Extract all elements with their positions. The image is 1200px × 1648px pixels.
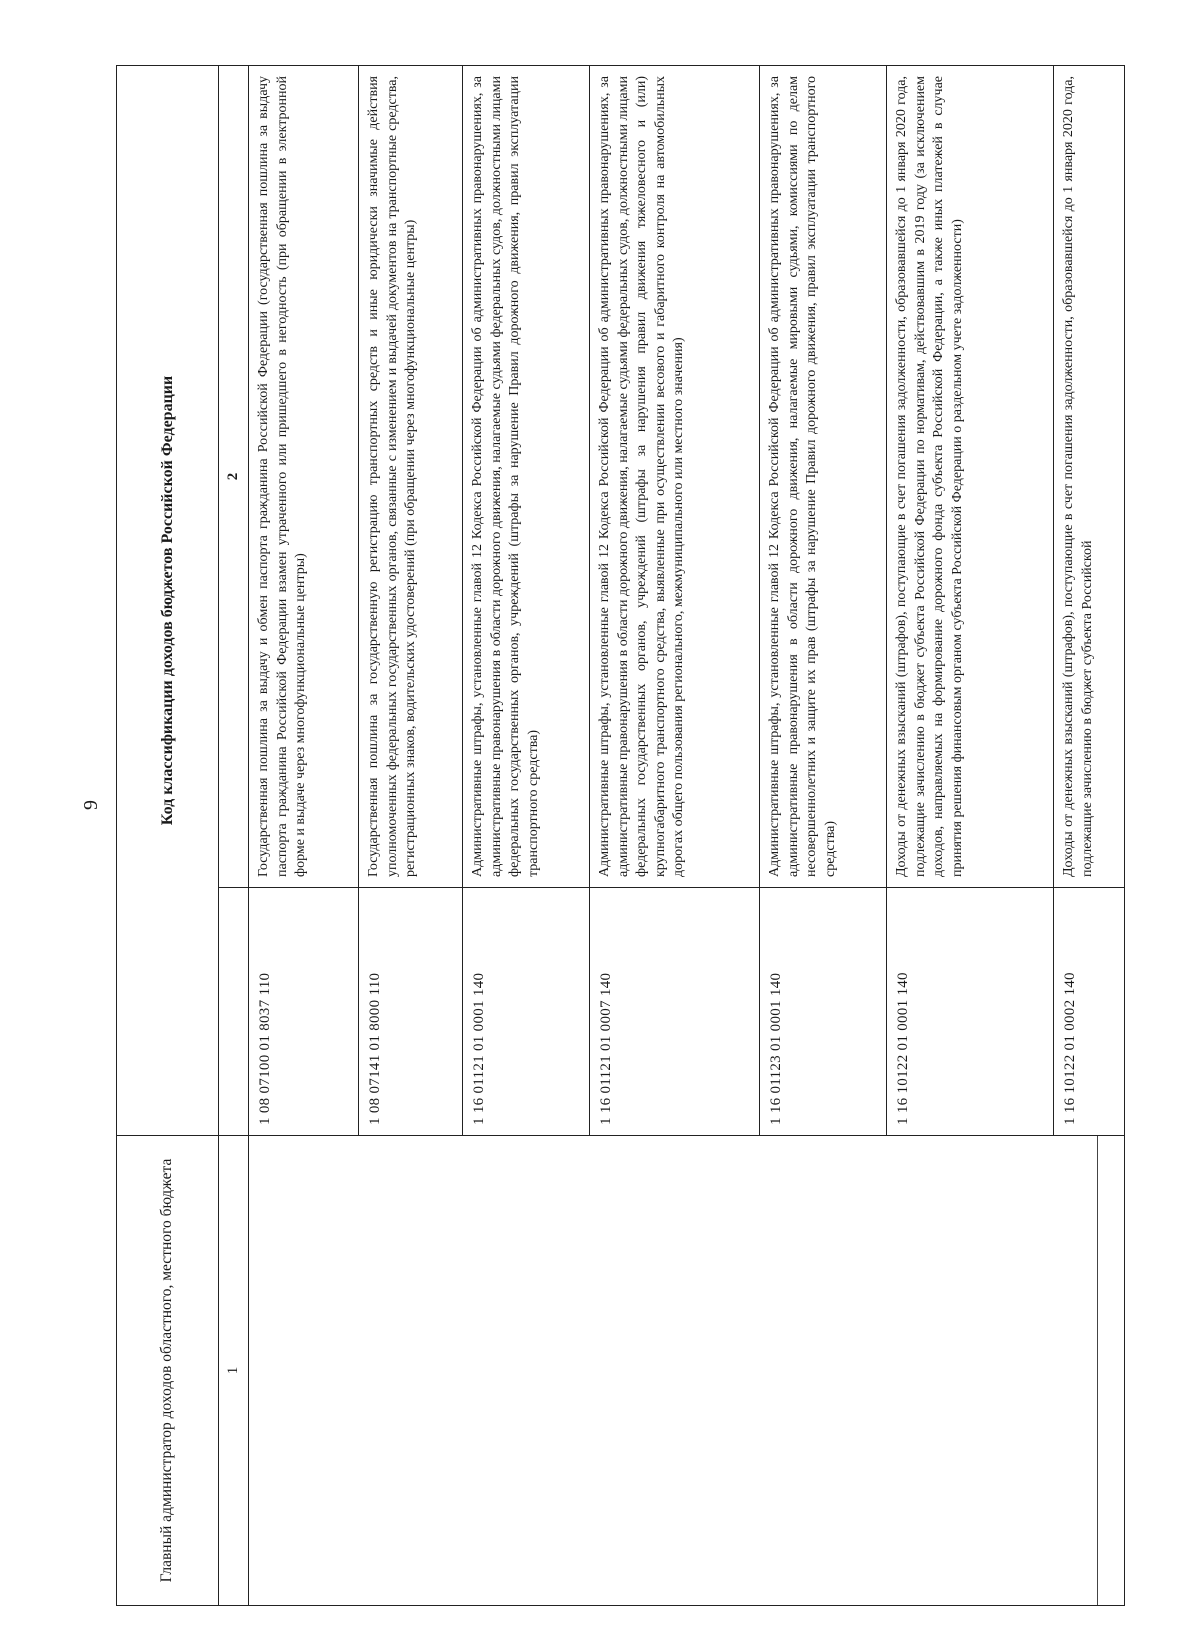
- revenue-code: 1 16 01123 01 0001 140: [760, 888, 887, 1136]
- revenue-name: Доходы от денежных взысканий (штрафов), поступающие в счет погашения задолженности, образовавшейся до 1 января 2020 года, подлежащие зачислению в бюджет субъекта Российской: [1054, 65, 1125, 887]
- column-number-1: 1: [219, 1136, 249, 1606]
- revenue-name: Доходы от денежных взысканий (штрафов), поступающие в счет погашения задолженности, образовавшейся до 1 января 2020 года, подлежащие зачислению в бюджет субъекта Российской Федерации по нормативам, действовавшим в 2019 году (за исключением доходов, направляемых на формирование дорожного фонда субъекта Российской Федерации, а также иных платежей в случае принятия решения финансовым органом субъекта Российской Федерации о раздельном учете задолженности): [887, 65, 1054, 887]
- revenue-code: 1 16 10122 01 0001 140: [887, 888, 1054, 1136]
- admin-cell-divider: [1097, 1136, 1124, 1605]
- page-number: 9: [80, 800, 102, 810]
- column-number-row: [219, 65, 249, 1605]
- revenue-name: Административные штрафы, установленные главой 12 Кодекса Российской Федерации об административных правонарушениях, за административные правонарушения в области дорожного движения, налагаемые мировыми судьями, комиссиями по делам несовершеннолетних и защите их прав (штрафы за нарушение Правил дорожного движения, правил эксплуатации транспортного средства): [760, 65, 887, 887]
- revenue-name: Административные штрафы, установленные главой 12 Кодекса Российской Федерации об административных правонарушениях, за административные правонарушения в области дорожного движения, налагаемые судьями федеральных судов, должностными лицами федеральных государственных органов, учреждений (штрафы за нарушения правил движения тяжеловесного и (или) крупногабаритного транспортного средства, выявленные при осуществлении весового и габаритного контроля на автомобильных дорогах общего пользования регионального, межмуниципального или местного значения): [590, 65, 760, 887]
- revenue-code: 1 08 07100 01 8037 110: [249, 888, 359, 1136]
- column-number-code-blank: [219, 888, 249, 1136]
- revenue-code: 1 16 01121 01 0001 140: [463, 888, 590, 1136]
- revenue-code: 1 16 10122 01 0002 140: [1054, 888, 1125, 1136]
- column-number-2: 2: [219, 65, 249, 887]
- header-chief-administrator: Главный администратор доходов областного, местного бюджета: [117, 1136, 219, 1606]
- revenue-name: Государственная пошлина за государственную регистрацию транспортных средств и иные юридически значимые действия уполномоченных федеральных государственных органов, связанные с изменением и выдачей документов на транспортные средства, регистрационных знаков, водительских удостоверений (при обращении через многофункциональные центры): [359, 65, 463, 887]
- table-row: [249, 65, 359, 1605]
- revenue-classification-table-sheet: [116, 66, 1124, 1606]
- header-revenue-classification-code: Код классификации доходов бюджетов Российской Федерации: [117, 65, 219, 1135]
- revenue-name: Государственная пошлина за выдачу и обмен паспорта гражданина Российской Федерации (государственная пошлина за выдачу паспорта гражданина Российской Федерации взамен утраченного или пришедшего в негодность (при обращении в электронной форме и выдаче через многофункциональные центры): [249, 65, 359, 887]
- table-header-row: [117, 65, 219, 1605]
- revenue-classification-table: [116, 65, 1125, 1606]
- chief-administrator-cell: [249, 1136, 1125, 1606]
- revenue-name: Административные штрафы, установленные главой 12 Кодекса Российской Федерации об административных правонарушениях, за административные правонарушения в области дорожного движения, налагаемые судьями федеральных судов, должностными лицами федеральных государственных органов, учреждений (штрафы за нарушение Правил дорожного движения, правил эксплуатации транспортного средства): [463, 65, 590, 887]
- revenue-code: 1 16 01121 01 0007 140: [590, 888, 760, 1136]
- revenue-code: 1 08 07141 01 8000 110: [359, 888, 463, 1136]
